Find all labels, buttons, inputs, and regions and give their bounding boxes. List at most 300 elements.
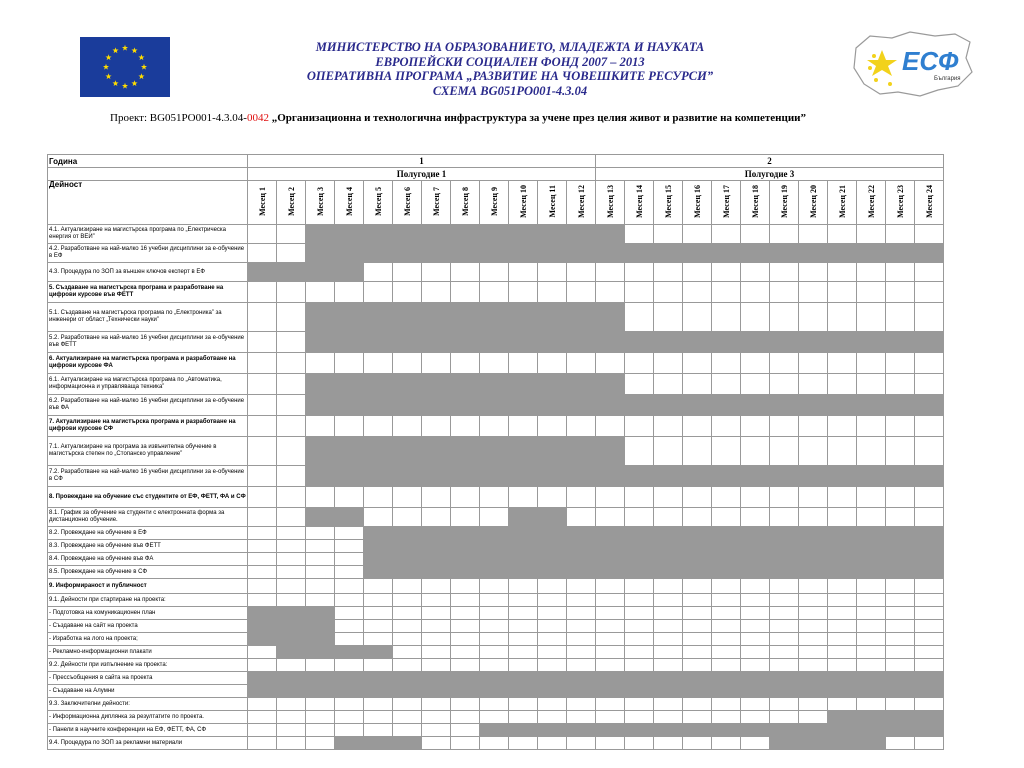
gantt-cell-active (393, 553, 422, 566)
gantt-cell (277, 282, 306, 303)
gantt-cell-active (306, 395, 335, 416)
gantt-cell (654, 263, 683, 282)
gantt-cell-active (915, 466, 944, 487)
year-cell: 1 (248, 155, 596, 168)
gantt-cell-active (451, 566, 480, 579)
gantt-cell (915, 633, 944, 646)
table-edge (944, 332, 948, 353)
gantt-cell-active (828, 711, 857, 724)
gantt-cell (654, 353, 683, 374)
month-label: Месец 14 (634, 184, 644, 218)
gantt-cell (422, 282, 451, 303)
gantt-cell (306, 416, 335, 437)
gantt-cell (393, 353, 422, 374)
table-edge (944, 303, 948, 332)
gantt-cell-active (277, 633, 306, 646)
month-header (857, 181, 886, 225)
gantt-cell (625, 416, 654, 437)
gantt-cell-active (596, 566, 625, 579)
month-header (422, 181, 451, 225)
gantt-cell (625, 263, 654, 282)
gantt-cell-active (480, 724, 509, 737)
gantt-cell (277, 579, 306, 594)
gantt-cell (277, 416, 306, 437)
gantt-cell (741, 374, 770, 395)
gantt-cell (857, 607, 886, 620)
gantt-cell (770, 225, 799, 244)
gantt-cell (393, 579, 422, 594)
gantt-cell-active (451, 685, 480, 698)
gantt-cell-active (770, 395, 799, 416)
gantt-cell (915, 282, 944, 303)
gantt-cell (335, 553, 364, 566)
gantt-cell-active (451, 225, 480, 244)
gantt-cell-active (567, 685, 596, 698)
gantt-cell-active (567, 244, 596, 263)
month-label: Месец 17 (721, 184, 731, 218)
gantt-cell (741, 353, 770, 374)
gantt-cell-active (335, 332, 364, 353)
gantt-cell-active (393, 672, 422, 685)
gantt-cell-active (886, 395, 915, 416)
gantt-cell-active (306, 508, 335, 527)
gantt-cell (799, 633, 828, 646)
gantt-cell (683, 737, 712, 750)
scheme-title: СХЕМА BG051PO001-4.3.04 (432, 83, 588, 98)
gantt-cell-active (451, 466, 480, 487)
gantt-cell-active (915, 672, 944, 685)
gantt-cell (480, 594, 509, 607)
gantt-cell-active (741, 566, 770, 579)
gantt-cell (596, 416, 625, 437)
gantt-cell (625, 579, 654, 594)
gantt-cell-active (422, 395, 451, 416)
gantt-cell (828, 508, 857, 527)
gantt-cell (625, 659, 654, 672)
gantt-cell (480, 263, 509, 282)
gantt-cell-active (915, 711, 944, 724)
activity-name: 8.2. Провеждане на обучение в ЕФ (48, 527, 248, 540)
gantt-cell-active (596, 332, 625, 353)
gantt-cell (915, 487, 944, 508)
gantt-cell (654, 594, 683, 607)
gantt-cell (712, 659, 741, 672)
gantt-cell-active (741, 244, 770, 263)
month-header (741, 181, 770, 225)
gantt-cell (625, 487, 654, 508)
gantt-cell (538, 646, 567, 659)
gantt-cell (567, 646, 596, 659)
table-edge (944, 225, 948, 244)
gantt-cell-active (480, 225, 509, 244)
table-edge (944, 540, 948, 553)
gantt-cell (335, 540, 364, 553)
month-label: Месец 16 (692, 184, 702, 218)
gantt-cell-active (364, 646, 393, 659)
gantt-cell-active (683, 244, 712, 263)
gantt-cell-active (625, 553, 654, 566)
gantt-cell-active (654, 540, 683, 553)
gantt-cell (828, 579, 857, 594)
gantt-cell (277, 353, 306, 374)
gantt-cell (393, 711, 422, 724)
gantt-cell (596, 620, 625, 633)
gantt-cell (248, 553, 277, 566)
gantt-cell (915, 353, 944, 374)
month-header (306, 181, 335, 225)
gantt-cell-active (480, 303, 509, 332)
gantt-cell (712, 737, 741, 750)
month-label: Месец 6 (402, 186, 412, 216)
gantt-cell-active (364, 437, 393, 466)
gantt-cell (335, 711, 364, 724)
gantt-cell-active (364, 332, 393, 353)
month-header (364, 181, 393, 225)
gantt-cell (741, 263, 770, 282)
gantt-cell (596, 633, 625, 646)
gantt-cell-active (596, 527, 625, 540)
gantt-cell-active (451, 553, 480, 566)
gantt-cell (857, 698, 886, 711)
activity-row (48, 244, 948, 263)
gantt-cell (683, 303, 712, 332)
gantt-cell (277, 737, 306, 750)
activity-name: 9.1. Дейности при стартиране на проекта: (48, 594, 248, 607)
gantt-cell-active (712, 395, 741, 416)
gantt-cell (654, 437, 683, 466)
gantt-cell-active (248, 620, 277, 633)
gantt-cell (799, 353, 828, 374)
gantt-cell (741, 633, 770, 646)
gantt-cell (509, 646, 538, 659)
gantt-cell-active (770, 332, 799, 353)
gantt-cell (364, 659, 393, 672)
activity-name: - Подготовка на комуникационен план (48, 607, 248, 620)
gantt-cell-active (625, 540, 654, 553)
gantt-cell-active (451, 374, 480, 395)
gantt-cell-active (654, 395, 683, 416)
gantt-cell (567, 607, 596, 620)
gantt-cell (364, 711, 393, 724)
gantt-cell-active (509, 437, 538, 466)
gantt-cell (828, 646, 857, 659)
gantt-cell-active (799, 685, 828, 698)
gantt-cell (886, 646, 915, 659)
gantt-cell (364, 607, 393, 620)
gantt-cell (335, 579, 364, 594)
activity-row (48, 225, 948, 244)
gantt-cell (538, 282, 567, 303)
gantt-cell-active (596, 553, 625, 566)
gantt-cell (915, 263, 944, 282)
gantt-cell-active (770, 672, 799, 685)
month-header (277, 181, 306, 225)
table-edge (944, 508, 948, 527)
gantt-cell (277, 332, 306, 353)
gantt-cell-active (828, 466, 857, 487)
month-label: Месец 7 (431, 186, 441, 216)
gantt-cell-active (248, 263, 277, 282)
gantt-cell (451, 416, 480, 437)
gantt-cell (451, 620, 480, 633)
month-label: Месец 10 (518, 184, 528, 218)
gantt-cell (857, 594, 886, 607)
gantt-cell-active (393, 374, 422, 395)
gantt-cell (480, 487, 509, 508)
gantt-cell (683, 487, 712, 508)
gantt-cell (335, 282, 364, 303)
gantt-cell-active (567, 395, 596, 416)
gantt-cell (654, 659, 683, 672)
month-label: Месец 21 (837, 184, 847, 218)
eu-flag-logo (80, 37, 170, 97)
gantt-cell-active (683, 566, 712, 579)
gantt-cell-active (625, 566, 654, 579)
gantt-cell (654, 303, 683, 332)
month-header (248, 181, 277, 225)
table-edge (944, 155, 948, 168)
gantt-cell (335, 620, 364, 633)
gantt-cell (567, 698, 596, 711)
esf-subtext: България (934, 76, 961, 82)
gantt-cell-active (306, 466, 335, 487)
gantt-cell-active (538, 437, 567, 466)
gantt-cell (538, 737, 567, 750)
gantt-cell-active (857, 737, 886, 750)
gantt-cell (364, 282, 393, 303)
gantt-cell (712, 620, 741, 633)
gantt-cell (770, 303, 799, 332)
gantt-cell (596, 487, 625, 508)
table-edge (944, 466, 948, 487)
gantt-cell-active (393, 466, 422, 487)
gantt-cell-active (770, 540, 799, 553)
gantt-cell-active (509, 332, 538, 353)
gantt-cell (915, 659, 944, 672)
year-header-row (48, 155, 948, 168)
half-year-cell: Полугодие 3 (596, 168, 944, 181)
gantt-cell-active (712, 553, 741, 566)
gantt-cell-active (306, 303, 335, 332)
gantt-cell (364, 698, 393, 711)
gantt-cell-active (335, 685, 364, 698)
gantt-cell-active (509, 672, 538, 685)
gantt-cell (857, 487, 886, 508)
gantt-cell (422, 698, 451, 711)
gantt-cell (886, 698, 915, 711)
gantt-cell (567, 416, 596, 437)
gantt-cell (422, 633, 451, 646)
gantt-cell (683, 579, 712, 594)
month-label: Месец 2 (286, 186, 296, 216)
gantt-cell (799, 282, 828, 303)
gantt-cell-active (335, 437, 364, 466)
gantt-cell-active (886, 466, 915, 487)
header-titles (200, 40, 820, 98)
month-label: Месец 3 (315, 186, 325, 216)
gantt-cell (277, 566, 306, 579)
gantt-cell (277, 553, 306, 566)
gantt-cell-active (393, 685, 422, 698)
gantt-cell-active (364, 566, 393, 579)
gantt-cell-active (596, 437, 625, 466)
gantt-cell (567, 282, 596, 303)
gantt-cell (799, 508, 828, 527)
gantt-cell-active (712, 466, 741, 487)
gantt-cell (654, 374, 683, 395)
activity-name: 6.2. Разработване на най-малко 16 учебни дисциплини за е-обучение във ФА (48, 395, 248, 416)
gantt-cell-active (538, 244, 567, 263)
activity-row (48, 527, 948, 540)
gantt-cell-active (625, 527, 654, 540)
gantt-cell-active (799, 566, 828, 579)
gantt-cell-active (770, 566, 799, 579)
gantt-cell (277, 527, 306, 540)
gantt-cell (248, 579, 277, 594)
activity-row (48, 540, 948, 553)
gantt-cell (422, 487, 451, 508)
gantt-cell (451, 353, 480, 374)
gantt-cell (393, 282, 422, 303)
gantt-cell (712, 303, 741, 332)
gantt-cell (886, 282, 915, 303)
gantt-cell (683, 282, 712, 303)
activity-row (48, 553, 948, 566)
gantt-cell (625, 303, 654, 332)
gantt-cell-active (799, 540, 828, 553)
gantt-cell (712, 594, 741, 607)
gantt-cell (248, 594, 277, 607)
gantt-cell (538, 487, 567, 508)
gantt-cell-active (480, 395, 509, 416)
activity-name: 8.4. Провеждане на обучение във ФА (48, 553, 248, 566)
gantt-cell (422, 737, 451, 750)
gantt-cell-active (741, 553, 770, 566)
activity-name: 8.1. График за обучение на студенти с електронната форма за дистанционно обучение. (48, 508, 248, 527)
gantt-cell-active (828, 685, 857, 698)
month-label: Месец 19 (779, 184, 789, 218)
gantt-cell (799, 225, 828, 244)
gantt-cell (654, 225, 683, 244)
gantt-cell (422, 711, 451, 724)
gantt-cell-active (480, 685, 509, 698)
activity-row (48, 659, 948, 672)
gantt-cell-active (364, 527, 393, 540)
table-edge (944, 737, 948, 750)
gantt-cell-active (306, 633, 335, 646)
gantt-cell-active (248, 633, 277, 646)
gantt-cell (886, 620, 915, 633)
gantt-cell (886, 487, 915, 508)
gantt-cell-active (886, 540, 915, 553)
gantt-cell (625, 594, 654, 607)
table-edge (944, 181, 948, 225)
gantt-cell (335, 659, 364, 672)
project-title: „Организационна и технологична инфраструктура за учене през целия живот и развитие на компетенции” (271, 112, 807, 124)
gantt-cell-active (741, 466, 770, 487)
month-header (886, 181, 915, 225)
table-edge (944, 487, 948, 508)
gantt-cell (654, 282, 683, 303)
gantt-cell (741, 225, 770, 244)
gantt-cell (741, 607, 770, 620)
gantt-cell-active (248, 672, 277, 685)
gantt-cell (451, 724, 480, 737)
month-header (509, 181, 538, 225)
gantt-cell-active (683, 395, 712, 416)
gantt-cell-active (770, 244, 799, 263)
table-edge (944, 633, 948, 646)
gantt-cell-active (393, 566, 422, 579)
gantt-cell (799, 416, 828, 437)
gantt-cell (451, 633, 480, 646)
gantt-cell (712, 579, 741, 594)
gantt-cell (422, 594, 451, 607)
gantt-cell-active (509, 374, 538, 395)
gantt-cell (422, 508, 451, 527)
gantt-cell (422, 646, 451, 659)
gantt-cell (654, 508, 683, 527)
gantt-cell-active (509, 395, 538, 416)
gantt-cell-active (422, 685, 451, 698)
activity-row (48, 579, 948, 594)
gantt-cell (625, 698, 654, 711)
gantt-cell-active (625, 395, 654, 416)
gantt-cell-active (857, 566, 886, 579)
gantt-cell (422, 416, 451, 437)
gantt-cell-active (857, 672, 886, 685)
gantt-cell (828, 353, 857, 374)
gantt-cell (335, 353, 364, 374)
gantt-cell (915, 225, 944, 244)
gantt-cell (828, 698, 857, 711)
gantt-cell-active (770, 527, 799, 540)
gantt-cell (480, 353, 509, 374)
gantt-cell (364, 594, 393, 607)
gantt-cell-active (422, 672, 451, 685)
gantt-cell-active (712, 672, 741, 685)
schedule-table (47, 154, 947, 750)
activity-row (48, 566, 948, 579)
gantt-cell (277, 466, 306, 487)
gantt-cell-active (335, 466, 364, 487)
gantt-cell-active (538, 466, 567, 487)
gantt-cell-active (306, 374, 335, 395)
gantt-cell (770, 282, 799, 303)
activity-name: - Изработка на лого на проекта; (48, 633, 248, 646)
gantt-cell-active (683, 553, 712, 566)
gantt-cell-active (364, 466, 393, 487)
gantt-cell (799, 487, 828, 508)
gantt-cell (625, 353, 654, 374)
gantt-cell-active (712, 724, 741, 737)
gantt-cell-active (567, 303, 596, 332)
gantt-cell-active (480, 466, 509, 487)
gantt-cell-active (567, 437, 596, 466)
gantt-cell-active (538, 527, 567, 540)
month-header (538, 181, 567, 225)
gantt-cell-active (596, 225, 625, 244)
gantt-cell-active (596, 395, 625, 416)
month-header-row (48, 181, 948, 225)
gantt-cell (248, 437, 277, 466)
gantt-cell (741, 508, 770, 527)
gantt-cell (886, 659, 915, 672)
gantt-cell (248, 282, 277, 303)
month-header (567, 181, 596, 225)
activity-row (48, 395, 948, 416)
gantt-cell (538, 711, 567, 724)
